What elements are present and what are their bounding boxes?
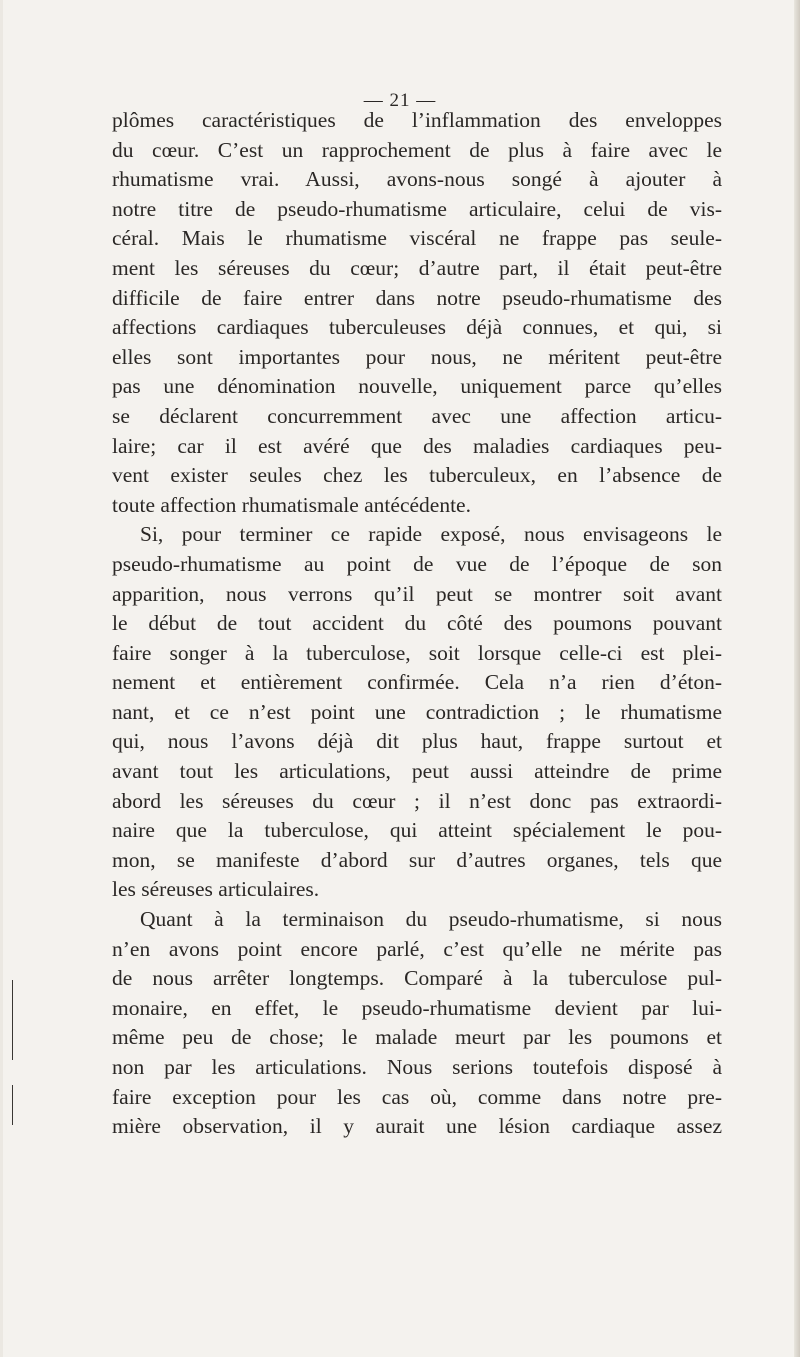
text-line: nement et entièrement confirmée. Cela n’a rien d’éton- <box>112 670 722 695</box>
text-line: n’en avons point encore parlé, c’est qu’elle ne mérite pas <box>112 936 722 961</box>
text-line: faire exception pour les cas où, comme dans notre pre- <box>112 1084 722 1109</box>
text-line: avant tout les articulations, peut aussi atteindre de prime <box>112 759 722 784</box>
text-line: le début de tout accident du côté des poumons pouvant <box>112 611 722 636</box>
text-line: se déclarent concurremment avec une affection articu- <box>112 403 722 428</box>
page-left-edge <box>0 0 3 1357</box>
text-line: même peu de chose; le malade meurt par les poumons et <box>112 1025 722 1050</box>
text-line: les séreuses articulaires. <box>112 877 320 902</box>
page-number: — 21 — <box>363 90 437 111</box>
text-line: pas une dénomination nouvelle, uniquement parce qu’elles <box>112 374 722 399</box>
text-line: affections cardiaques tuberculeuses déjà connues, et qui, si <box>112 315 722 340</box>
text-line: qui, nous l’avons déjà dit plus haut, frappe surtout et <box>112 729 722 754</box>
paragraph-start-line: Si, pour terminer ce rapide exposé, nous envisageons le <box>140 522 722 547</box>
text-line: du cœur. C’est un rapprochement de plus à faire avec le <box>112 137 722 162</box>
text-line: monaire, en effet, le pseudo-rhumatisme devient par lui- <box>112 995 722 1020</box>
text-line: notre titre de pseudo-rhumatisme articulaire, celui de vis- <box>112 196 722 221</box>
text-line: apparition, nous verrons qu’il peut se montrer soit avant <box>112 581 722 606</box>
text-line: pseudo-rhumatisme au point de vue de l’époque de son <box>112 551 722 576</box>
margin-shadow-line <box>12 1085 13 1125</box>
text-line: toute affection rhumatismale antécédente. <box>112 492 471 517</box>
text-line: plômes caractéristiques de l’inflammation des enveloppes <box>112 108 722 132</box>
text-line: non par les articulations. Nous serions toutefois disposé à <box>112 1055 722 1079</box>
text-line: laire; car il est avéré que des maladies cardiaques peu- <box>112 433 722 458</box>
body-text <box>112 106 722 1142</box>
paragraph-start-line: Quant à la terminaison du pseudo-rhumatisme, si nous <box>140 907 722 932</box>
text-line: elles sont importantes pour nous, ne méritent peut-être <box>112 344 722 369</box>
text-line: nant, et ce n’est point une contradiction ; le rhumatisme <box>112 699 722 724</box>
text-line: difficile de faire entrer dans notre pseudo-rhumatisme des <box>112 285 722 310</box>
text-line: faire songer à la tuberculose, soit lorsque celle-ci est plei- <box>112 640 722 665</box>
text-line: de nous arrêter longtemps. Comparé à la tuberculose pul- <box>112 966 722 991</box>
text-line: rhumatisme vrai. Aussi, avons-nous songé à ajouter à <box>112 167 722 192</box>
text-line: mière observation, il y aurait une lésion cardiaque assez <box>112 1114 722 1139</box>
text-line: naire que la tuberculose, qui atteint spécialement le pou- <box>112 818 722 843</box>
text-line: abord les séreuses du cœur ; il n’est donc pas extraordi- <box>112 788 722 813</box>
text-line: céral. Mais le rhumatisme viscéral ne frappe pas seule- <box>112 226 722 251</box>
text-line: vent exister seules chez les tuberculeux, en l’absence de <box>112 463 722 488</box>
text-line: ment les séreuses du cœur; d’autre part, il était peut-être <box>112 255 722 280</box>
text-line: mon, se manifeste d’abord sur d’autres organes, tels que <box>112 847 722 872</box>
margin-shadow-line <box>12 980 13 1060</box>
page-right-edge <box>794 0 800 1357</box>
